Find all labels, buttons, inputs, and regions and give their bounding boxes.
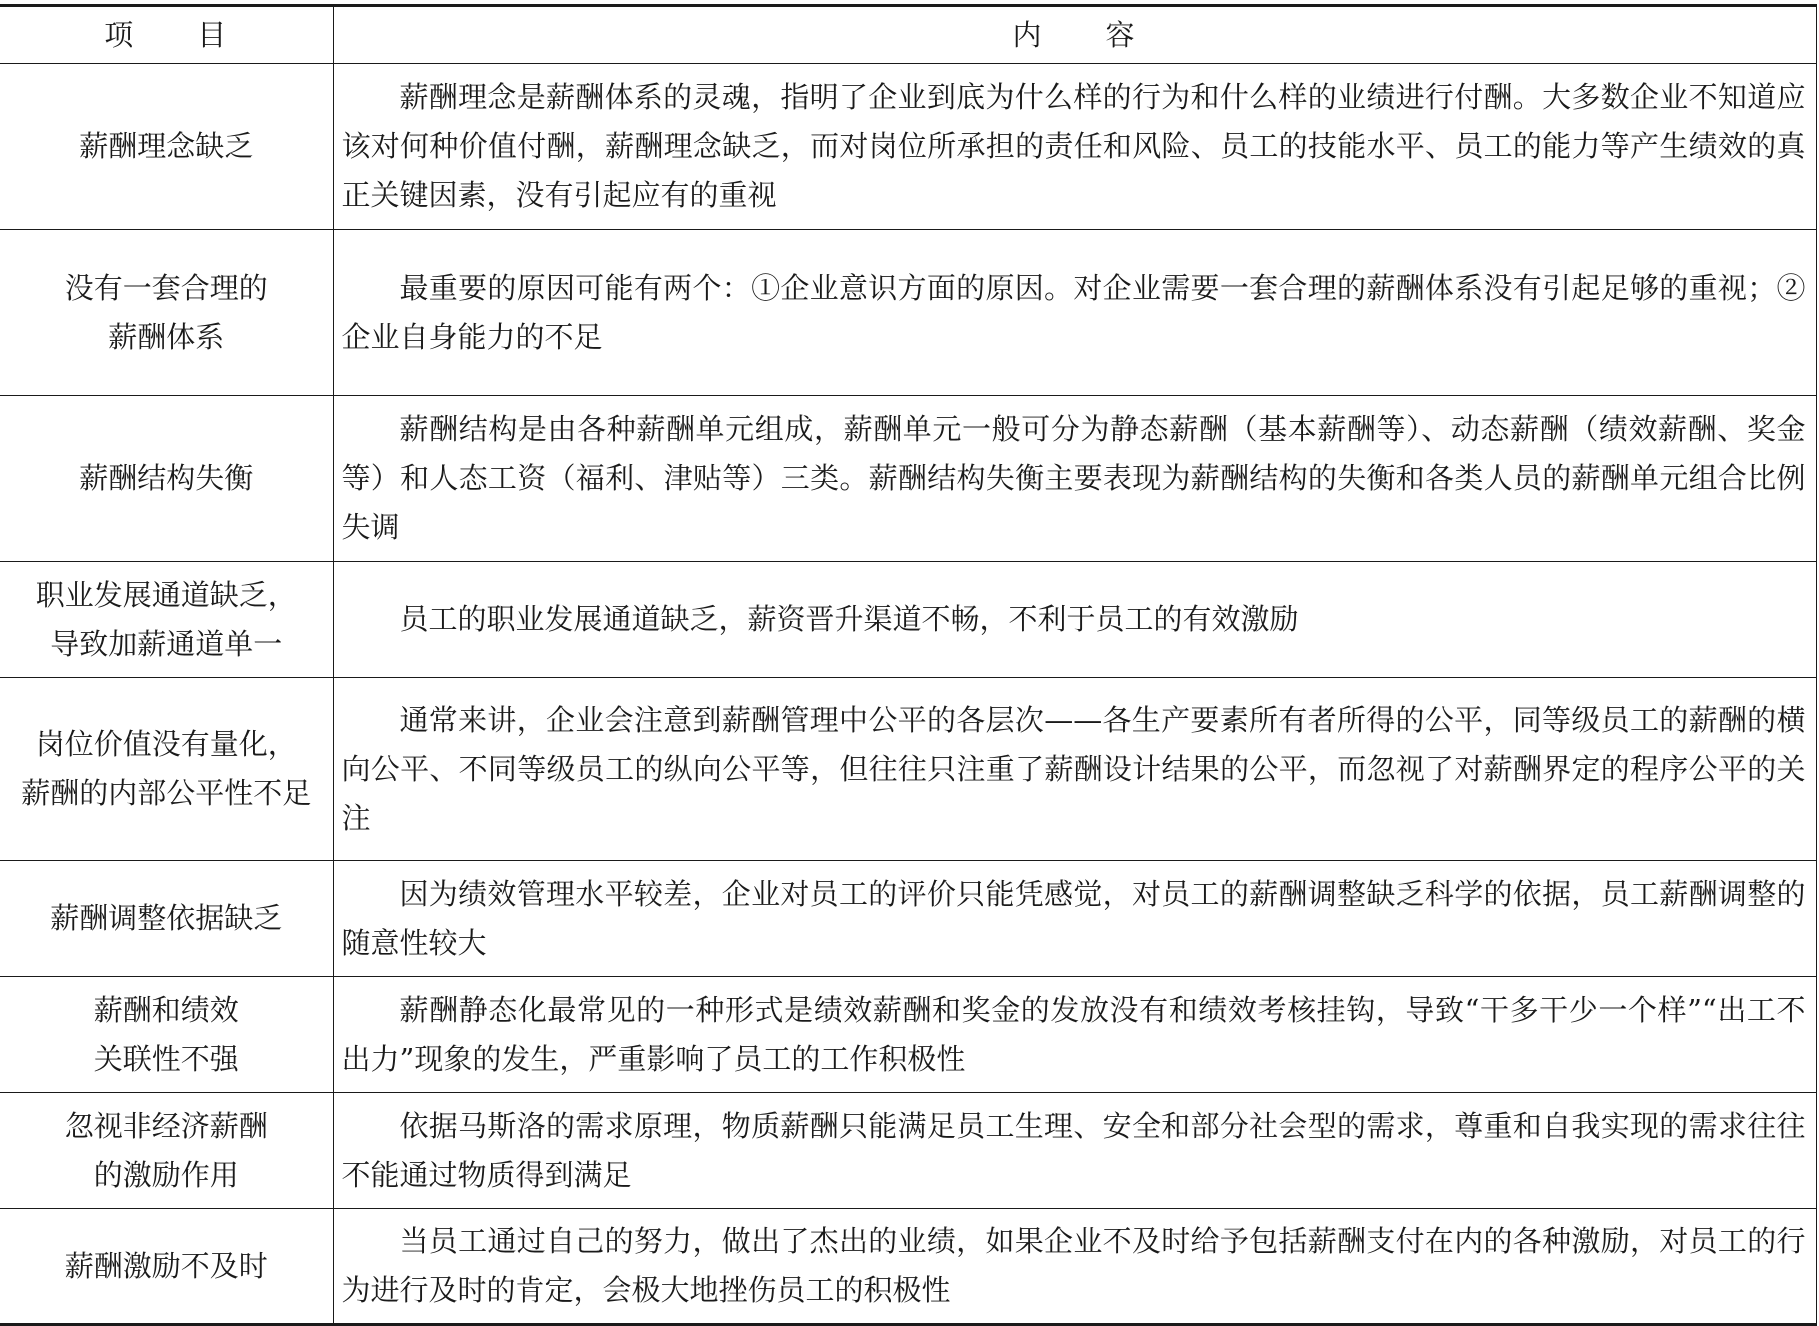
row-item: 薪酬激励不及时 [64,1248,268,1283]
table-row [0,396,1816,562]
row-content-cell [333,562,1816,678]
row-item-cell [0,230,333,396]
row-item-cell [0,977,333,1093]
row-item: 薪酬和绩效 关联性不强 [93,992,239,1076]
table-row [0,64,1816,230]
row-item-cell [0,64,333,230]
salary-problems-table [0,4,1817,1326]
row-item-cell [0,1093,333,1209]
header-content: 内 容 [333,6,1816,64]
row-content: 当员工通过自己的努力，做出了杰出的业绩，如果企业不及时给予包括薪酬支付在内的各种激励，对员工的行为进行及时的肯定，会极大地挫伤员工的积极性 [341,1224,1806,1307]
header-row [0,6,1816,64]
row-content-cell [333,230,1816,396]
row-item: 薪酬理念缺乏 [79,129,254,163]
row-item-cell [0,562,333,678]
header-item: 项 目 [0,6,333,64]
row-content: 薪酬结构是由各种薪酬单元组成，薪酬单元一般可分为静态薪酬（基本薪酬等）、动态薪酬（绩效薪酬、奖金等）和人态工资（福利、津贴等）三类。薪酬结构失衡主要表现为薪酬结构的失衡和各类人员的薪酬单元组合比例失调 [341,412,1806,544]
row-item-cell [0,861,333,977]
row-item: 没有一套合理的 薪酬体系 [64,270,268,354]
row-content-cell [333,396,1816,562]
row-content: 薪酬静态化最常见的一种形式是绩效薪酬和奖金的发放没有和绩效考核挂钩，导致“干多干少一个样”“出工不出力”现象的发生，严重影响了员工的工作积极性 [341,992,1806,1076]
row-item: 忽视非经济薪酬 的激励作用 [64,1108,268,1192]
row-content: 通常来讲，企业会注意到薪酬管理中公平的各层次——各生产要素所有者所得的公平，同等级员工的薪酬的横向公平、不同等级员工的纵向公平等，但往往只注重了薪酬设计结果的公平，而忽视了对薪酬界定的程序公平的关注 [341,702,1806,835]
table-row [0,1093,1816,1209]
table-row [0,1209,1816,1325]
table-body [0,64,1816,1325]
table-row [0,230,1816,396]
row-item-cell [0,678,333,861]
table-row [0,861,1816,977]
row-content: 员工的职业发展通道缺乏，薪资晋升渠道不畅，不利于员工的有效激励 [399,602,1299,636]
row-item-cell [0,396,333,562]
table-row [0,678,1816,861]
row-content-cell [333,1093,1816,1209]
table-header [0,6,1816,64]
row-item-cell [0,1209,333,1325]
row-content-cell [333,1209,1816,1325]
row-content-cell [333,678,1816,861]
row-content-cell [333,64,1816,230]
row-item: 薪酬结构失衡 [79,461,254,495]
row-content-cell [333,861,1816,977]
row-content: 薪酬理念是薪酬体系的灵魂，指明了企业到底为什么样的行为和什么样的业绩进行付酬。大多数企业不知道应该对何种价值付酬，薪酬理念缺乏，而对岗位所承担的责任和风险、员工的技能水平、员工的能力等产生绩效的真正关键因素，没有引起应有的重视 [341,80,1806,212]
row-item: 职业发展通道缺乏， 导致加薪通道单一 [35,577,297,661]
table-row [0,562,1816,678]
row-item: 岗位价值没有量化， 薪酬的内部公平性不足 [21,727,312,810]
table-row [0,977,1816,1093]
row-content: 依据马斯洛的需求原理，物质薪酬只能满足员工生理、安全和部分社会型的需求，尊重和自我实现的需求往往不能通过物质得到满足 [341,1108,1806,1192]
row-content: 因为绩效管理水平较差，企业对员工的评价只能凭感觉，对员工的薪酬调整缺乏科学的依据，员工薪酬调整的随意性较大 [341,876,1806,960]
row-item: 薪酬调整依据缺乏 [50,901,283,935]
row-content-cell [333,977,1816,1093]
row-content: 最重要的原因可能有两个：①企业意识方面的原因。对企业需要一套合理的薪酬体系没有引起足够的重视；②企业自身能力的不足 [341,270,1806,354]
